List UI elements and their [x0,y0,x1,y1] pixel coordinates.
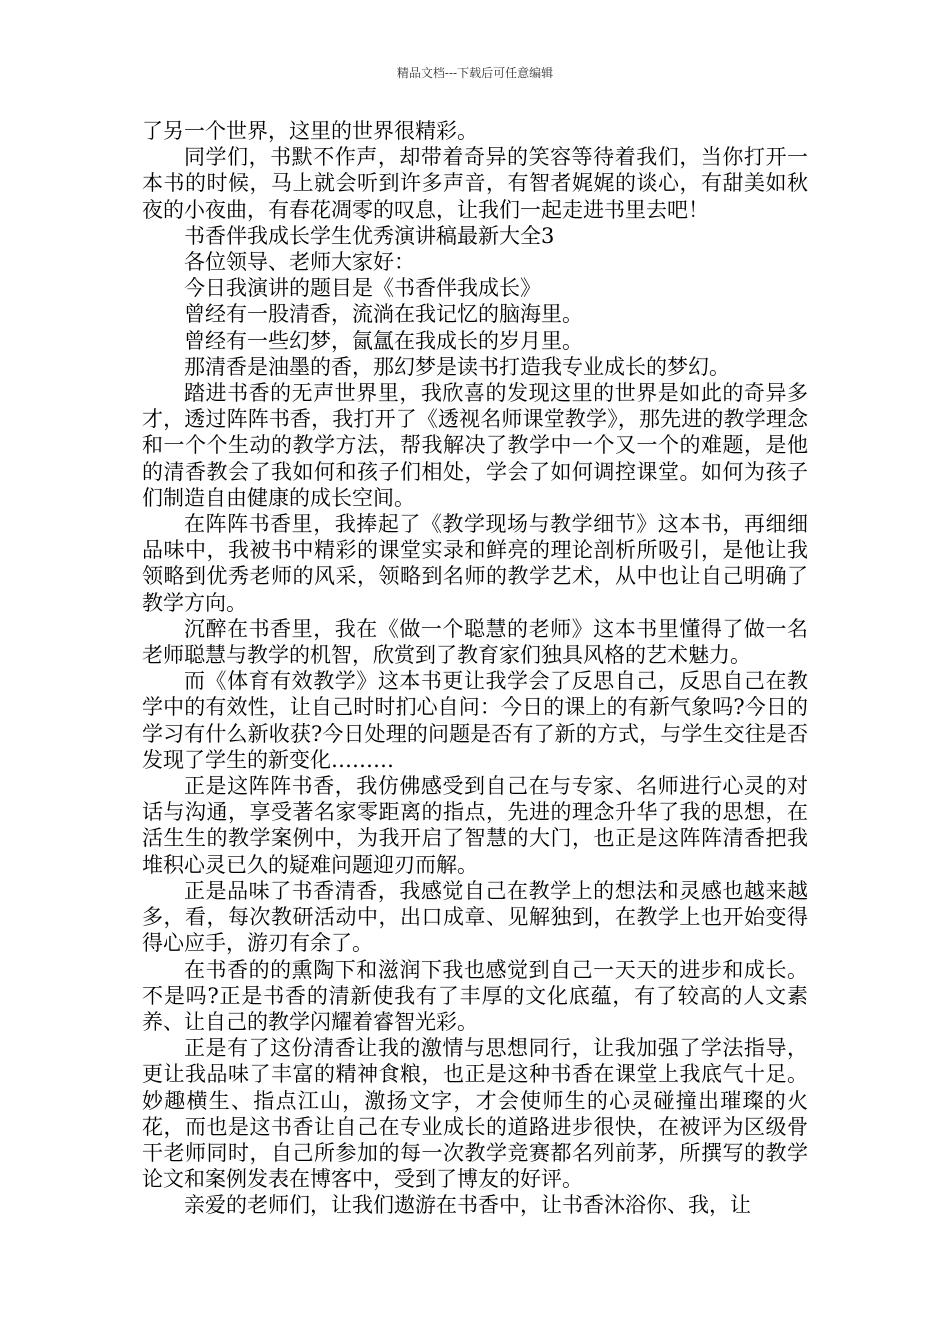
page-header: 精品文档---下载后可任意编辑 [396,66,554,80]
paragraph-1: 同学们，书默不作声，却带着奇异的笑容等待着我们，当你打开一本书的时候，马上就会听到许多声音，有智者娓娓的谈心，有甜美如秋夜的小夜曲，有春花凋零的叹息，让我们一起走进书里去吧！ [142,145,808,222]
paragraph-3: 各位领导、老师大家好： [184,250,415,275]
paragraph-10: 沉醉在书香里，我在《做一个聪慧的老师》这本书里懂得了做一名老师聪慧与教学的机智，欣赏到了教育家们独具风格的艺术魅力。 [142,616,808,668]
document-body [142,118,808,1219]
paragraph-11: 而《体育有效教学》这本书更让我学会了反思自己，反思自己在教学中的有效性，让自己时时扪心自问：今日的课上的有新气象吗?今日的学习有什么新收获?今日处理的问题是否有了新的方式，与学生交往是否发现了学生的新变化……… [142,669,808,772]
paragraph-4: 今日我演讲的题目是《书香伴我成长》 [184,276,541,301]
paragraph-8: 踏进书香的无声世界里，我欣喜的发现这里的世界是如此的奇异多才，透过阵阵书香，我打开了《透视名师课堂教学》，那先进的教学理念和一个个生动的教学方法，帮我解决了教学中一个又一个的难题，是他的清香教会了我如何和孩子们相处，学会了如何调控课堂。如何为孩子们制造自由健康的成长空间。 [142,381,808,510]
paragraph-0: 了另一个世界，这里的世界很精彩。 [142,119,478,143]
paragraph-2: 书香伴我成长学生优秀演讲稿最新大全3 [184,223,555,248]
paragraph-16: 亲爱的老师们，让我们遨游在书香中，让书香沐浴你、我，让 [184,1193,751,1218]
paragraph-13: 正是品味了书香清香，我感觉自己在教学上的想法和灵感也越来越多，看，每次教研活动中，出口成章、见解独到，在教学上也开始变得得心应手，游刃有余了。 [142,878,808,956]
paragraph-14: 在书香的的熏陶下和滋润下我也感觉到自己一天天的进步和成长。不是吗?正是书香的清新使我有了丰厚的文化底蕴，有了较高的人文素养、让自己的教学闪耀着睿智光彩。 [142,957,808,1034]
paragraph-6: 曾经有一些幻梦，氤氲在我成长的岁月里。 [184,328,583,353]
paragraph-15: 正是有了这份清香让我的激情与思想同行，让我加强了学法指导，更让我品味了丰富的精神食粮，也正是这种书香在课堂上我底气十足。妙趣横生、指点江山，激扬文字，才会使师生的心灵碰撞出璀璨的火花，而也是这书香让自己在专业成长的道路进步很快，在被评为区级骨干老师同时，自己所参加的每一次教学竞赛都名列前茅，所撰写的教学论文和案例发表在博客中，受到了博友的好评。 [142,1036,808,1192]
paragraph-9: 在阵阵书香里，我捧起了《教学现场与教学细节》这本书，再细细品味中，我被书中精彩的课堂实录和鲜亮的理论剖析所吸引，是他让我领略到优秀老师的风采，领略到名师的教学艺术，从中也让自己明确了教学方向。 [142,512,808,615]
paragraph-7: 那清香是油墨的香，那幻梦是读书打造我专业成长的梦幻。 [184,354,730,379]
paragraph-12: 正是这阵阵书香，我仿佛感受到自己在与专家、名师进行心灵的对话与沟通，享受著名家零距离的指点，先进的理念升华了我的思想，在活生生的教学案例中，为我开启了智慧的大门，也正是这阵阵清香把我堆积心灵已久的疑难问题迎刃而解。 [142,774,808,877]
paragraph-5: 曾经有一股清香，流淌在我记忆的脑海里。 [184,302,583,327]
